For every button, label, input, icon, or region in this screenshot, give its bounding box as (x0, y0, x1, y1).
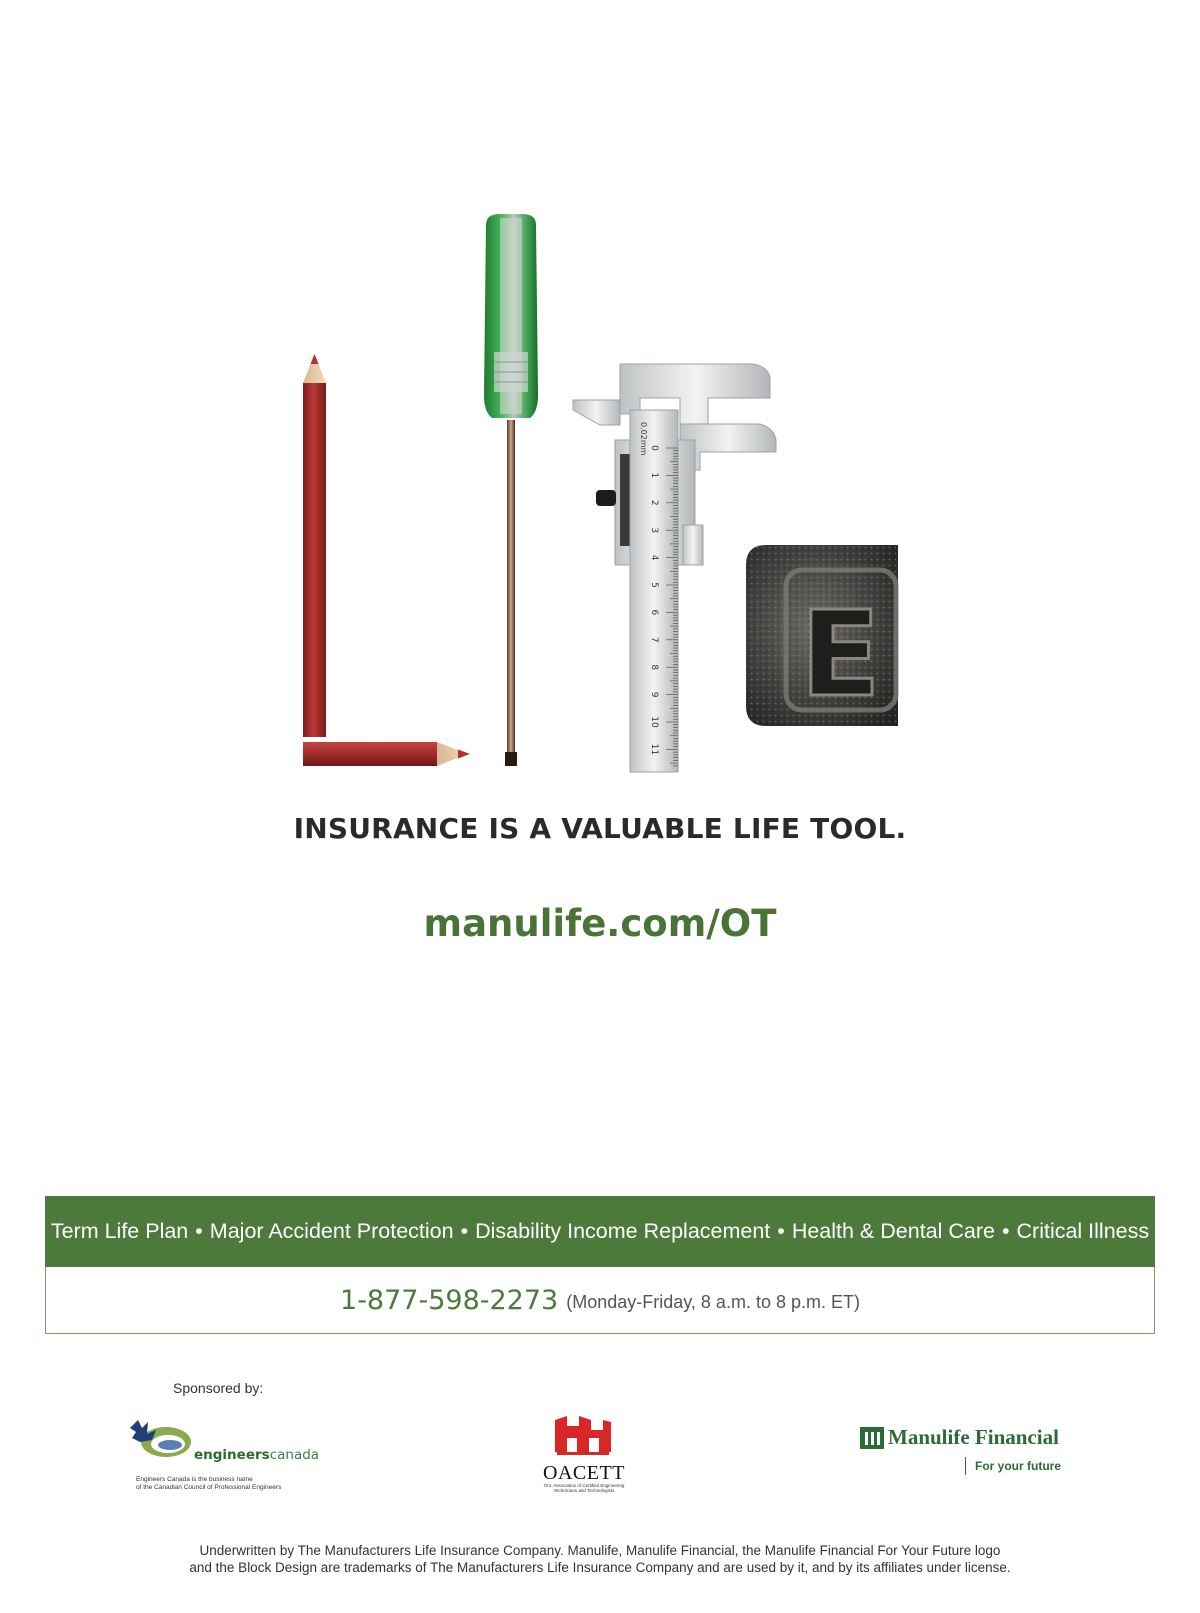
oacett-tt-icon (533, 1412, 633, 1462)
sponsored-by-label: Sponsored by: (173, 1380, 264, 1396)
manulife-wordmark: Manulife Financial (888, 1425, 1059, 1449)
phone-number[interactable]: 1-877-598-2273 (340, 1284, 559, 1316)
product-term-life: Term Life Plan (50, 1219, 189, 1243)
caliper-scale-number: 0 (649, 445, 659, 451)
manulife-financial-logo (860, 1425, 1080, 1485)
bullet-separator: • (195, 1219, 203, 1243)
pencil-horizontal (303, 742, 470, 766)
contact-box (45, 1267, 1155, 1334)
product-health-dental: Health & Dental Care (791, 1219, 995, 1243)
product-disability-income: Disability Income Replacement (475, 1219, 771, 1243)
caliper-scale-number: 5 (649, 582, 659, 588)
plaque-letter: E (800, 585, 881, 723)
vernier-caliper (573, 364, 776, 772)
caliper-scale-number: 11 (649, 743, 659, 756)
engineers-canada-logo (128, 1408, 328, 1498)
maple-leaf-icon (128, 1408, 198, 1468)
caliper-scale-number: 8 (649, 664, 659, 671)
oacett-wordmark: OACETT (543, 1462, 625, 1484)
caliper-scale-number: 10 (649, 716, 659, 728)
manulife-tagline: For your future (965, 1457, 1061, 1475)
engineers-canada-note: Engineers Canada is the business name of the Canadian Council of Professional Engineers (136, 1476, 282, 1491)
bullet-separator: • (777, 1219, 785, 1243)
caliper-scale-number: 6 (649, 609, 659, 616)
product-list-band (45, 1196, 1155, 1267)
product-critical-illness: Critical Illness (1016, 1219, 1150, 1243)
caliper-scale-number: 3 (649, 527, 659, 534)
life-tools-illustration (0, 0, 1200, 780)
headline: INSURANCE IS A VALUABLE LIFE TOOL. (293, 812, 907, 845)
caliper-scale-number: 2 (649, 499, 659, 506)
website-link[interactable]: manulife.com/OT (423, 902, 777, 945)
caliper-scale-number: 4 (649, 554, 659, 561)
legal-line-1: Underwritten by The Manufacturers Life Insurance Company. Manulife, Manulife Financial, the Manulife Financial For Your Future logo (199, 1543, 1001, 1558)
legal-line-2: and the Block Design are trademarks of The Manufacturers Life Insurance Company and are used by it, and by its affiliates under license. (189, 1560, 1011, 1575)
caliper-unit-label: 0.02mm (639, 422, 648, 456)
engineers-canada-wordmark: engineerscanada (194, 1447, 320, 1463)
office-hours: (Monday-Friday, 8 a.m. to 8 p.m. ET) (566, 1291, 860, 1312)
manulife-block-icon (860, 1427, 884, 1449)
caliper-scale-number: 7 (649, 636, 659, 643)
caliper-scale-number: 9 (649, 691, 659, 698)
legal-disclaimer (0, 1542, 1200, 1576)
oacett-subtitle: Ont. Association of Certified Engineering Technicians and Technologists (543, 1483, 625, 1493)
bullet-separator: • (460, 1219, 469, 1243)
screwdriver (484, 214, 538, 766)
caliper-scale-number: 1 (649, 472, 659, 479)
pencil-vertical (303, 354, 326, 737)
cast-iron-e-plaque (746, 545, 898, 726)
oacett-logo (533, 1412, 633, 1492)
bullet-separator: • (1001, 1219, 1010, 1243)
product-major-accident: Major Accident Protection (209, 1219, 454, 1243)
